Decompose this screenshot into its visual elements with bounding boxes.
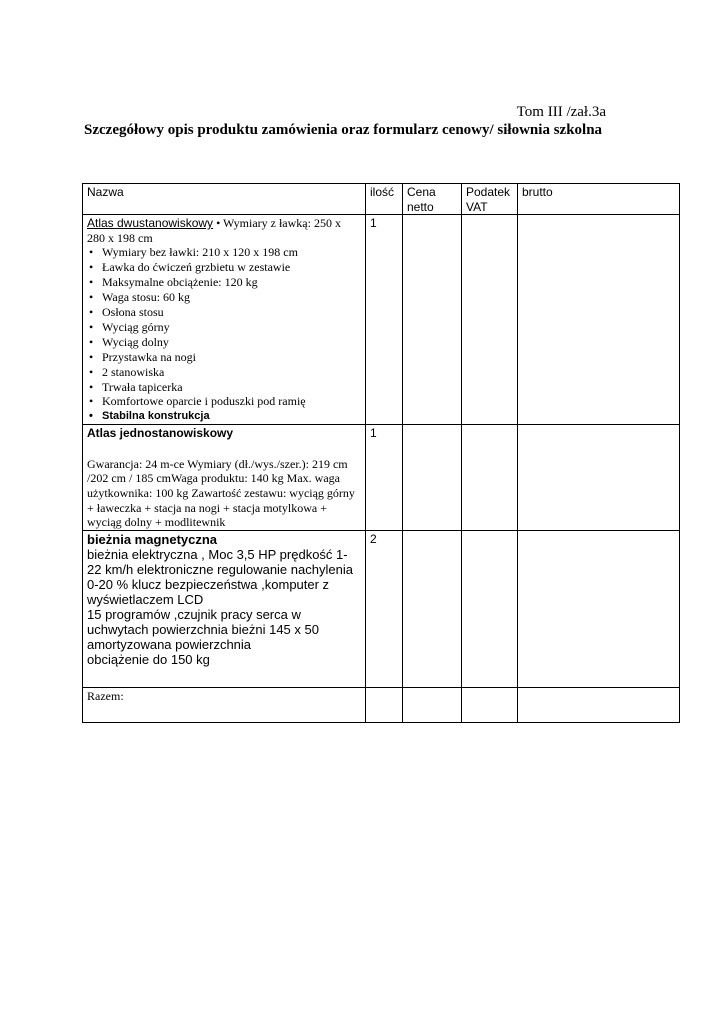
total-vat-cell[interactable] [462, 687, 518, 722]
list-item: • Wymiary bez ławki: 210 x 120 x 198 cm [87, 245, 361, 260]
document-title: Szczegółowy opis produktu zamówienia oraz formularz cenowy/ siłownia szkolna [84, 122, 603, 138]
product-cell-bieznia-magnetyczna [83, 530, 366, 687]
total-gross-cell[interactable] [518, 687, 680, 722]
list-item: • Wyciąg górny [87, 320, 361, 335]
list-item: • Ławka do ćwiczeń grzbietu w zestawie [87, 260, 361, 275]
vat-cell[interactable] [462, 530, 518, 687]
product-spec-list [87, 245, 361, 424]
list-item: • Przystawka na nogi [87, 350, 361, 365]
list-item: • Trwała tapicerka [87, 380, 361, 395]
list-item: • Maksymalne obciążenie: 120 kg [87, 275, 361, 290]
quantity-cell: 1 [366, 425, 403, 531]
product-cell-atlas-jednostanowiskowy [83, 425, 366, 531]
vat-cell[interactable] [462, 215, 518, 425]
document-reference: Tom III /zał.3a [516, 104, 606, 120]
price-form-table [82, 183, 680, 723]
list-item: • 2 stanowiska [87, 365, 361, 380]
table-row [83, 215, 680, 425]
product-spec-line: Wymiary z ławką: 250 x 280 x 198 cm [87, 216, 341, 245]
table-header-row [83, 184, 680, 215]
column-header-cena-netto: Cena netto [403, 184, 462, 215]
product-name: Atlas jednostanowiskowy [87, 426, 234, 441]
quantity-cell: 2 [366, 530, 403, 687]
table-row [83, 530, 680, 687]
product-name: bieżnia magnetyczna [87, 531, 218, 547]
product-description-line: bieżnia elektryczna , Moc 3,5 HP prędkość 1-22 km/h elektroniczne regulowanie nachylenia 0-20 % klucz bezpieczeństwa ,komputer z wyświetlaczem LCD [87, 546, 353, 607]
gross-price-cell[interactable] [518, 215, 680, 425]
product-description-line: obciążenie do 150 kg [87, 651, 210, 667]
list-item: • Waga stosu: 60 kg [87, 290, 361, 305]
column-header-podatek-vat: Podatek VAT [462, 184, 518, 215]
column-header-nazwa: Nazwa [83, 184, 366, 215]
net-price-cell[interactable] [403, 530, 462, 687]
product-name: Atlas dwustanowiskowy [87, 216, 214, 231]
total-quantity-cell[interactable] [366, 687, 403, 722]
net-price-cell[interactable] [403, 425, 462, 531]
list-item: • Komfortowe oparcie i poduszki pod ramię [87, 394, 361, 409]
total-label: Razem: [83, 687, 366, 722]
quantity-cell: 1 [366, 215, 403, 425]
product-description: Gwarancja: 24 m-ce Wymiary (dł./wys./szer.): 219 cm /202 cm / 185 cmWaga produktu: 140 kg Max. waga użytkownika: 100 kg Zawartość zestawu: wyciąg górny + ławeczka + stacja na nogi + stacja motylkowa + wyciąg dolny + modlitewnik [87, 456, 355, 530]
total-net-cell[interactable] [403, 687, 462, 722]
gross-price-cell[interactable] [518, 425, 680, 531]
list-item: • Stabilna konstrukcja [87, 409, 361, 424]
gross-price-cell[interactable] [518, 530, 680, 687]
column-header-brutto: brutto [518, 184, 680, 215]
table-total-row [83, 687, 680, 722]
product-cell-atlas-dwustanowiskowy: Atlas dwustanowiskowy • Wymiary z ławką: 250 x 280 x 198 cm • Wymiary bez ławki: 210 x 120 x 198 cm • Ławka do ćwiczeń grzbietu w zestawie • Maksymalne obciążenie: 120 kg • Waga stosu: 60 kg • Osłona stosu • Wyciąg górny • Wyciąg dolny • Przystawka na nogi • 2 stanowiska • Trwała tapicerka • Komfortowe oparcie i poduszki pod ramię • Stabilna konstrukcja [83, 215, 366, 425]
list-item: • Osłona stosu [87, 305, 361, 320]
vat-cell[interactable] [462, 425, 518, 531]
column-header-ilosc: ilość [366, 184, 403, 215]
list-item: • Wyciąg dolny [87, 335, 361, 350]
net-price-cell[interactable] [403, 215, 462, 425]
table-row [83, 425, 680, 531]
product-description-line: 15 programów ,czujnik pracy serca w uchwytach powierzchnia bieżni 145 x 50 amortyzowana powierzchnia [87, 606, 319, 652]
